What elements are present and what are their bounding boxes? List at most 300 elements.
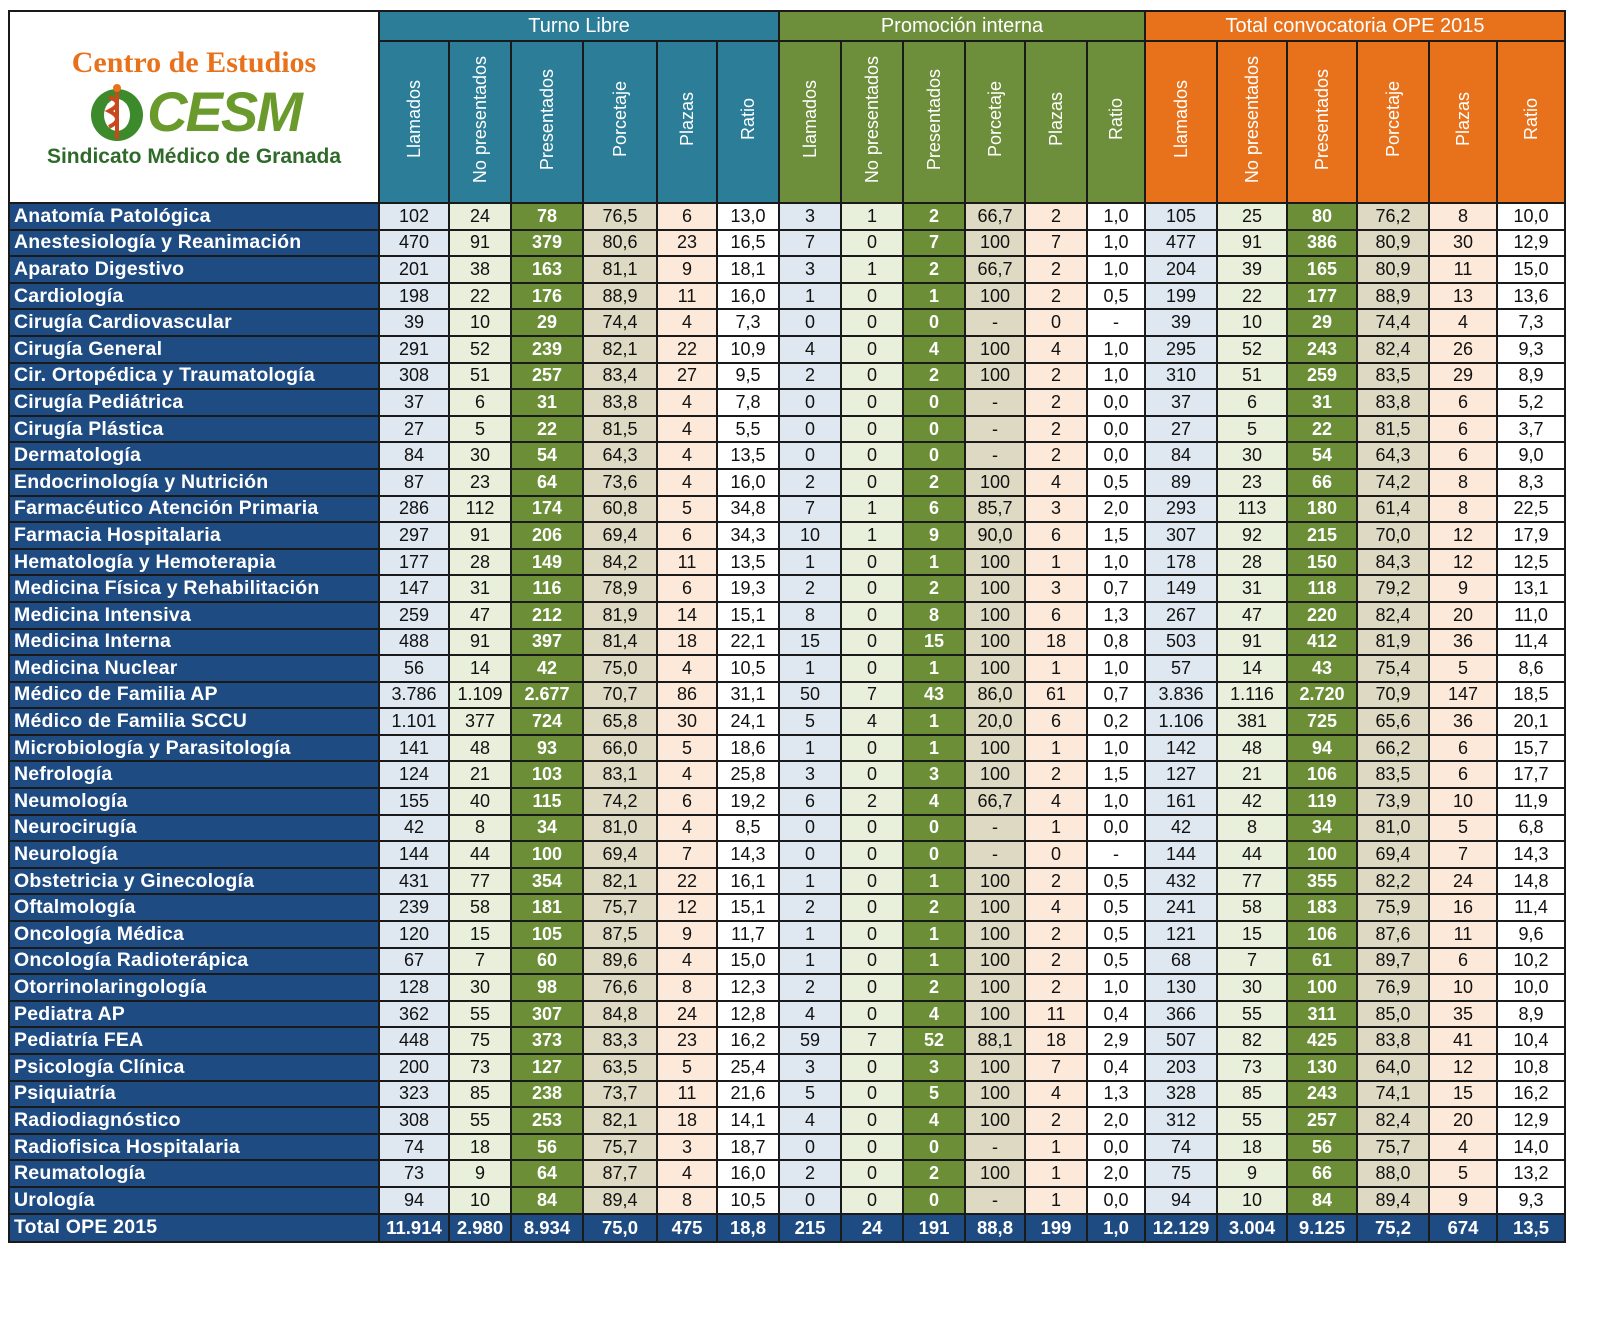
cell-tot-llamados: 312: [1145, 1107, 1217, 1134]
column-header-tl-4: [657, 41, 717, 203]
cell-tot-ratio: 5,2: [1497, 389, 1565, 416]
cell-tl-porcetaje: 75,0: [583, 655, 657, 682]
cell-pi-llamados: 8: [779, 602, 841, 629]
cell-tot-no-presentados: 10: [1217, 1187, 1287, 1214]
cell-tot-llamados: 121: [1145, 921, 1217, 948]
cell-pi-ratio: 0,4: [1087, 1001, 1145, 1028]
cell-tl-porcetaje: 81,1: [583, 256, 657, 283]
specialty-name: Radiofisica Hospitalaria: [9, 1134, 379, 1161]
cell-tot-no-presentados: 30: [1217, 974, 1287, 1001]
table-row: [9, 761, 1565, 788]
cell-tl-llamados: 27: [379, 416, 449, 443]
cell-pi-presentados: 4: [903, 1001, 965, 1028]
cell-pi-no-presentados: 0: [841, 655, 903, 682]
cell-pi-no-presentados: 0: [841, 336, 903, 363]
cell-pi-porcetaje: 100: [965, 1054, 1025, 1081]
cell-pi-llamados: 7: [779, 230, 841, 257]
cell-tl-plazas: 86: [657, 682, 717, 709]
cell-tot-llamados: 1.106: [1145, 708, 1217, 735]
cell-tl-plazas: 8: [657, 1187, 717, 1214]
cell-tl-no-presentados: 55: [449, 1001, 511, 1028]
specialty-name: Pediatra AP: [9, 1001, 379, 1028]
cell-pi-porcetaje: 100: [965, 283, 1025, 310]
cell-pi-ratio: 0,8: [1087, 629, 1145, 656]
cell-tl-porcetaje: 69,4: [583, 841, 657, 868]
cell-tot-porcetaje: 79,2: [1357, 575, 1429, 602]
cell-tot-no-presentados: 7: [1217, 948, 1287, 975]
cell-tl-plazas: 4: [657, 761, 717, 788]
group-header-total-convocatoria: Total convocatoria OPE 2015: [1145, 11, 1565, 41]
cell-tl-ratio: 14,1: [717, 1107, 779, 1134]
cell-tot-plazas: 8: [1429, 203, 1497, 230]
column-header-label: Presentados: [923, 68, 944, 171]
cell-pi-plazas: 2: [1025, 363, 1087, 390]
cell-tl-porcetaje: 76,6: [583, 974, 657, 1001]
cell-tot-ratio: 15,7: [1497, 735, 1565, 762]
cell-tl-presentados: 34: [511, 815, 583, 842]
cell-pi-llamados: 5: [779, 708, 841, 735]
cell-pi-llamados: 1: [779, 868, 841, 895]
cell-tl-plazas: 8: [657, 974, 717, 1001]
cell-tl-presentados: 253: [511, 1107, 583, 1134]
cell-pi-ratio: 1,0: [1087, 230, 1145, 257]
cell-tl-llamados: 42: [379, 815, 449, 842]
specialty-name: Cirugía Plástica: [9, 416, 379, 443]
cell-tl-ratio: 7,8: [717, 389, 779, 416]
specialty-name: Médico de Familia SCCU: [9, 708, 379, 735]
table-row: [9, 815, 1565, 842]
cell-pi-llamados: 2: [779, 363, 841, 390]
cell-tot-ratio: 11,9: [1497, 788, 1565, 815]
cell-tot-porcetaje: 84,3: [1357, 549, 1429, 576]
cell-tot-presentados: 243: [1287, 1081, 1357, 1108]
table-row: [9, 948, 1565, 975]
cell-tl-llamados: 56: [379, 655, 449, 682]
cell-tot-no-presentados: 30: [1217, 442, 1287, 469]
cell-pi-plazas: 1: [1025, 1187, 1087, 1214]
column-header-tot-1: [1217, 41, 1287, 203]
cell-pi-no-presentados: 0: [841, 1081, 903, 1108]
cell-tot-no-presentados: 92: [1217, 522, 1287, 549]
cell-tot-llamados: 142: [1145, 735, 1217, 762]
cell-tl-ratio: 14,3: [717, 841, 779, 868]
cell-tl-plazas: 4: [657, 442, 717, 469]
logo-subtitle: Sindicato Médico de Granada: [46, 145, 342, 168]
specialty-name: Anatomía Patológica: [9, 203, 379, 230]
cell-tot-no-presentados: 55: [1217, 1001, 1287, 1028]
cell-tl-llamados: 362: [379, 1001, 449, 1028]
cell-pi-plazas: 61: [1025, 682, 1087, 709]
cell-pi-no-presentados: 0: [841, 894, 903, 921]
cell-tot-ratio: 11,4: [1497, 629, 1565, 656]
specialty-name: Endocrinología y Nutrición: [9, 469, 379, 496]
cell-tot-presentados: 43: [1287, 655, 1357, 682]
cell-pi-presentados: 1: [903, 948, 965, 975]
table-row: [9, 575, 1565, 602]
cell-tl-llamados: 308: [379, 1107, 449, 1134]
cell-tl-ratio: 15,0: [717, 948, 779, 975]
cell-tot-presentados: 119: [1287, 788, 1357, 815]
cell-tl-plazas: 30: [657, 708, 717, 735]
cell-tot-ratio: 10,8: [1497, 1054, 1565, 1081]
table-row: [9, 1027, 1565, 1054]
specialty-name: Pediatría FEA: [9, 1027, 379, 1054]
cell-tl-plazas: 4: [657, 309, 717, 336]
column-header-label: Ratio: [1520, 98, 1541, 141]
cell-pi-plazas: 2: [1025, 948, 1087, 975]
cell-pi-porcetaje: 66,7: [965, 256, 1025, 283]
cell-tot-porcetaje: 75,4: [1357, 655, 1429, 682]
cell-tot-plazas: 24: [1429, 868, 1497, 895]
cell-pi-llamados: 0: [779, 1187, 841, 1214]
cell-tl-no-presentados: 30: [449, 974, 511, 1001]
specialty-name: Farmacia Hospitalaria: [9, 522, 379, 549]
cell-tl-no-presentados: 14: [449, 655, 511, 682]
total-cell-tl-porcetaje: 75,0: [583, 1214, 657, 1242]
cell-pi-no-presentados: 4: [841, 708, 903, 735]
cell-pi-presentados: 1: [903, 921, 965, 948]
cell-pi-presentados: 15: [903, 629, 965, 656]
cell-pi-presentados: 2: [903, 363, 965, 390]
cell-pi-presentados: 43: [903, 682, 965, 709]
cell-tot-plazas: 12: [1429, 522, 1497, 549]
cell-tl-presentados: 98: [511, 974, 583, 1001]
table-row: [9, 469, 1565, 496]
cell-pi-ratio: 0,4: [1087, 1054, 1145, 1081]
table-row: [9, 1054, 1565, 1081]
cell-tot-no-presentados: 1.116: [1217, 682, 1287, 709]
cell-tot-no-presentados: 91: [1217, 230, 1287, 257]
cell-tl-plazas: 4: [657, 948, 717, 975]
cell-tot-llamados: 37: [1145, 389, 1217, 416]
cell-tl-plazas: 6: [657, 788, 717, 815]
cell-pi-no-presentados: 0: [841, 416, 903, 443]
cell-pi-presentados: 0: [903, 815, 965, 842]
cell-pi-porcetaje: 88,1: [965, 1027, 1025, 1054]
cell-tl-ratio: 15,1: [717, 894, 779, 921]
cell-tl-llamados: 120: [379, 921, 449, 948]
specialty-name: Hematología y Hemoterapia: [9, 549, 379, 576]
cell-pi-plazas: 6: [1025, 522, 1087, 549]
cell-pi-plazas: 1: [1025, 1160, 1087, 1187]
cell-tl-plazas: 4: [657, 1160, 717, 1187]
cell-tot-llamados: 507: [1145, 1027, 1217, 1054]
cell-tl-presentados: 181: [511, 894, 583, 921]
cell-pi-plazas: 0: [1025, 309, 1087, 336]
cell-tot-presentados: 243: [1287, 336, 1357, 363]
column-header-label: Llamados: [799, 80, 820, 159]
cell-tot-presentados: 165: [1287, 256, 1357, 283]
cell-pi-ratio: 2,0: [1087, 496, 1145, 523]
cell-pi-plazas: 2: [1025, 203, 1087, 230]
cell-tl-llamados: 37: [379, 389, 449, 416]
table-row: [9, 496, 1565, 523]
cell-tl-porcetaje: 83,1: [583, 761, 657, 788]
caduceus-icon: [87, 81, 147, 143]
cell-tl-no-presentados: 10: [449, 1187, 511, 1214]
cell-tot-ratio: 13,6: [1497, 283, 1565, 310]
total-cell-tl-no-presentados: 2.980: [449, 1214, 511, 1242]
cell-tl-plazas: 23: [657, 230, 717, 257]
cell-pi-no-presentados: 1: [841, 203, 903, 230]
cell-tot-llamados: 307: [1145, 522, 1217, 549]
specialty-name: Psiquiatría: [9, 1081, 379, 1108]
cell-pi-presentados: 3: [903, 761, 965, 788]
specialty-name: Neurología: [9, 841, 379, 868]
cell-pi-presentados: 3: [903, 1054, 965, 1081]
cell-pi-porcetaje: -: [965, 416, 1025, 443]
cell-pi-porcetaje: 100: [965, 921, 1025, 948]
cell-tot-llamados: 161: [1145, 788, 1217, 815]
table-row: [9, 256, 1565, 283]
cell-tot-presentados: 118: [1287, 575, 1357, 602]
column-header-tl-0: [379, 41, 449, 203]
cell-tl-no-presentados: 38: [449, 256, 511, 283]
cell-tl-no-presentados: 1.109: [449, 682, 511, 709]
cell-pi-presentados: 6: [903, 496, 965, 523]
cell-tot-no-presentados: 10: [1217, 309, 1287, 336]
cell-pi-ratio: 1,0: [1087, 256, 1145, 283]
cell-tl-porcetaje: 81,9: [583, 602, 657, 629]
cell-pi-no-presentados: 0: [841, 921, 903, 948]
column-header-pi-3: [965, 41, 1025, 203]
specialty-name: Reumatología: [9, 1160, 379, 1187]
table-row: [9, 708, 1565, 735]
cell-tl-plazas: 4: [657, 416, 717, 443]
column-header-tl-3: [583, 41, 657, 203]
cell-tot-llamados: 267: [1145, 602, 1217, 629]
cell-tl-plazas: 5: [657, 1054, 717, 1081]
total-cell-tl-presentados: 8.934: [511, 1214, 583, 1242]
cell-tot-ratio: 11,0: [1497, 602, 1565, 629]
column-header-label: Plazas: [676, 92, 697, 147]
cell-tot-no-presentados: 9: [1217, 1160, 1287, 1187]
cell-tl-llamados: 308: [379, 363, 449, 390]
table-row: [9, 841, 1565, 868]
cell-pi-llamados: 2: [779, 575, 841, 602]
cell-tot-llamados: 74: [1145, 1134, 1217, 1161]
cell-tot-llamados: 89: [1145, 469, 1217, 496]
cell-tl-presentados: 56: [511, 1134, 583, 1161]
cell-tot-ratio: 8,6: [1497, 655, 1565, 682]
cell-pi-no-presentados: 1: [841, 496, 903, 523]
cell-pi-plazas: 4: [1025, 1081, 1087, 1108]
cell-tot-porcetaje: 65,6: [1357, 708, 1429, 735]
cell-tot-porcetaje: 66,2: [1357, 735, 1429, 762]
cell-pi-llamados: 0: [779, 841, 841, 868]
cell-tot-presentados: 106: [1287, 921, 1357, 948]
logo-cell: [9, 11, 379, 203]
cell-pi-presentados: 0: [903, 389, 965, 416]
cell-tl-presentados: 238: [511, 1081, 583, 1108]
cell-pi-no-presentados: 0: [841, 1001, 903, 1028]
cell-tot-presentados: 311: [1287, 1001, 1357, 1028]
cell-tl-llamados: 124: [379, 761, 449, 788]
cell-tot-porcetaje: 82,4: [1357, 336, 1429, 363]
cell-pi-llamados: 2: [779, 894, 841, 921]
cell-tot-porcetaje: 89,4: [1357, 1187, 1429, 1214]
cell-tl-plazas: 6: [657, 575, 717, 602]
cell-tl-no-presentados: 9: [449, 1160, 511, 1187]
cell-tot-porcetaje: 64,3: [1357, 442, 1429, 469]
column-header-pi-0: [779, 41, 841, 203]
cell-tl-plazas: 14: [657, 602, 717, 629]
cell-pi-llamados: 4: [779, 336, 841, 363]
cell-tot-porcetaje: 73,9: [1357, 788, 1429, 815]
cell-pi-presentados: 2: [903, 1160, 965, 1187]
cell-tot-no-presentados: 22: [1217, 283, 1287, 310]
cell-pi-plazas: 4: [1025, 469, 1087, 496]
cell-tl-ratio: 16,1: [717, 868, 779, 895]
specialty-name: Medicina Intensiva: [9, 602, 379, 629]
cell-pi-porcetaje: 85,7: [965, 496, 1025, 523]
cell-tl-llamados: 200: [379, 1054, 449, 1081]
total-cell-tot-presentados: 9.125: [1287, 1214, 1357, 1242]
cell-pi-no-presentados: 0: [841, 469, 903, 496]
cell-tot-plazas: 10: [1429, 974, 1497, 1001]
cell-tot-presentados: 84: [1287, 1187, 1357, 1214]
cell-tot-ratio: 10,0: [1497, 974, 1565, 1001]
cell-tot-presentados: 259: [1287, 363, 1357, 390]
cell-tl-llamados: 87: [379, 469, 449, 496]
cell-pi-ratio: 1,3: [1087, 1081, 1145, 1108]
cell-tot-no-presentados: 14: [1217, 655, 1287, 682]
cell-pi-no-presentados: 0: [841, 868, 903, 895]
cell-tot-presentados: 22: [1287, 416, 1357, 443]
cell-tot-presentados: 31: [1287, 389, 1357, 416]
cell-pi-llamados: 10: [779, 522, 841, 549]
cell-tl-plazas: 9: [657, 256, 717, 283]
cell-tot-presentados: 66: [1287, 469, 1357, 496]
cell-pi-no-presentados: 0: [841, 389, 903, 416]
cell-tl-llamados: 1.101: [379, 708, 449, 735]
cell-pi-no-presentados: 0: [841, 602, 903, 629]
cell-tl-presentados: 100: [511, 841, 583, 868]
cell-tot-porcetaje: 75,9: [1357, 894, 1429, 921]
cell-tot-ratio: 12,9: [1497, 230, 1565, 257]
cell-tl-no-presentados: 31: [449, 575, 511, 602]
cell-pi-porcetaje: -: [965, 1134, 1025, 1161]
cell-tot-plazas: 20: [1429, 602, 1497, 629]
cell-tot-ratio: 6,8: [1497, 815, 1565, 842]
specialty-name: Médico de Familia AP: [9, 682, 379, 709]
table-row: [9, 1001, 1565, 1028]
cell-pi-presentados: 1: [903, 655, 965, 682]
cell-tl-llamados: 147: [379, 575, 449, 602]
cell-tot-ratio: 22,5: [1497, 496, 1565, 523]
cell-pi-plazas: 2: [1025, 256, 1087, 283]
cell-pi-presentados: 1: [903, 283, 965, 310]
cell-tl-presentados: 115: [511, 788, 583, 815]
cell-tot-plazas: 6: [1429, 416, 1497, 443]
table-row: [9, 894, 1565, 921]
cell-tot-plazas: 36: [1429, 629, 1497, 656]
table-row: [9, 336, 1565, 363]
cell-tot-llamados: 178: [1145, 549, 1217, 576]
cell-tot-porcetaje: 76,9: [1357, 974, 1429, 1001]
cell-tl-plazas: 4: [657, 815, 717, 842]
cell-tl-plazas: 22: [657, 336, 717, 363]
cell-tot-plazas: 8: [1429, 496, 1497, 523]
cell-tl-no-presentados: 5: [449, 416, 511, 443]
cell-pi-ratio: 0,0: [1087, 1134, 1145, 1161]
cell-tl-porcetaje: 81,5: [583, 416, 657, 443]
cell-pi-porcetaje: 100: [965, 230, 1025, 257]
cell-pi-porcetaje: 100: [965, 1001, 1025, 1028]
column-header-tot-5: [1497, 41, 1565, 203]
cell-tot-presentados: 257: [1287, 1107, 1357, 1134]
specialty-name: Nefrología: [9, 761, 379, 788]
cell-pi-llamados: 0: [779, 309, 841, 336]
cell-tot-presentados: 54: [1287, 442, 1357, 469]
cell-pi-plazas: 1: [1025, 735, 1087, 762]
cell-tl-ratio: 13,5: [717, 549, 779, 576]
table-row: [9, 230, 1565, 257]
cell-pi-porcetaje: 100: [965, 761, 1025, 788]
cell-pi-no-presentados: 0: [841, 1160, 903, 1187]
cell-tl-no-presentados: 44: [449, 841, 511, 868]
cell-pi-plazas: 3: [1025, 496, 1087, 523]
cell-tl-plazas: 9: [657, 921, 717, 948]
cell-tot-porcetaje: 75,7: [1357, 1134, 1429, 1161]
cell-tot-no-presentados: 8: [1217, 815, 1287, 842]
cell-tot-ratio: 10,0: [1497, 203, 1565, 230]
specialty-name: Aparato Digestivo: [9, 256, 379, 283]
cell-tl-porcetaje: 83,8: [583, 389, 657, 416]
cell-tot-llamados: 203: [1145, 1054, 1217, 1081]
cell-tl-plazas: 4: [657, 469, 717, 496]
cell-tl-llamados: 73: [379, 1160, 449, 1187]
cell-pi-plazas: 2: [1025, 974, 1087, 1001]
cell-tot-presentados: 183: [1287, 894, 1357, 921]
cell-tl-ratio: 19,3: [717, 575, 779, 602]
cell-tot-porcetaje: 80,9: [1357, 256, 1429, 283]
table-row: [9, 629, 1565, 656]
cell-tot-no-presentados: 55: [1217, 1107, 1287, 1134]
column-header-label: Plazas: [1452, 92, 1473, 147]
cell-tl-llamados: 67: [379, 948, 449, 975]
cell-tl-porcetaje: 73,6: [583, 469, 657, 496]
cell-tot-ratio: 14,8: [1497, 868, 1565, 895]
cell-tl-porcetaje: 89,6: [583, 948, 657, 975]
cell-tl-porcetaje: 76,5: [583, 203, 657, 230]
cell-tl-no-presentados: 23: [449, 469, 511, 496]
specialty-name: Medicina Interna: [9, 629, 379, 656]
column-header-label: Porcetaje: [984, 81, 1005, 158]
cell-pi-presentados: 2: [903, 575, 965, 602]
cell-tot-porcetaje: 76,2: [1357, 203, 1429, 230]
column-header-label: Plazas: [1045, 92, 1066, 147]
logo-title: Centro de Estudios: [71, 46, 317, 79]
cell-tot-plazas: 20: [1429, 1107, 1497, 1134]
table-row: [9, 1081, 1565, 1108]
cell-pi-ratio: 2,0: [1087, 1160, 1145, 1187]
cell-tot-llamados: 477: [1145, 230, 1217, 257]
cell-tl-ratio: 9,5: [717, 363, 779, 390]
cell-tl-ratio: 10,5: [717, 1187, 779, 1214]
cell-tl-plazas: 4: [657, 389, 717, 416]
cell-tl-porcetaje: 89,4: [583, 1187, 657, 1214]
cell-tot-plazas: 36: [1429, 708, 1497, 735]
cell-tl-ratio: 19,2: [717, 788, 779, 815]
cell-tl-presentados: 93: [511, 735, 583, 762]
cell-tl-ratio: 13,0: [717, 203, 779, 230]
cell-tot-no-presentados: 47: [1217, 602, 1287, 629]
cell-tl-porcetaje: 73,7: [583, 1081, 657, 1108]
cell-tl-ratio: 12,3: [717, 974, 779, 1001]
table-row: [9, 442, 1565, 469]
cell-pi-porcetaje: -: [965, 309, 1025, 336]
